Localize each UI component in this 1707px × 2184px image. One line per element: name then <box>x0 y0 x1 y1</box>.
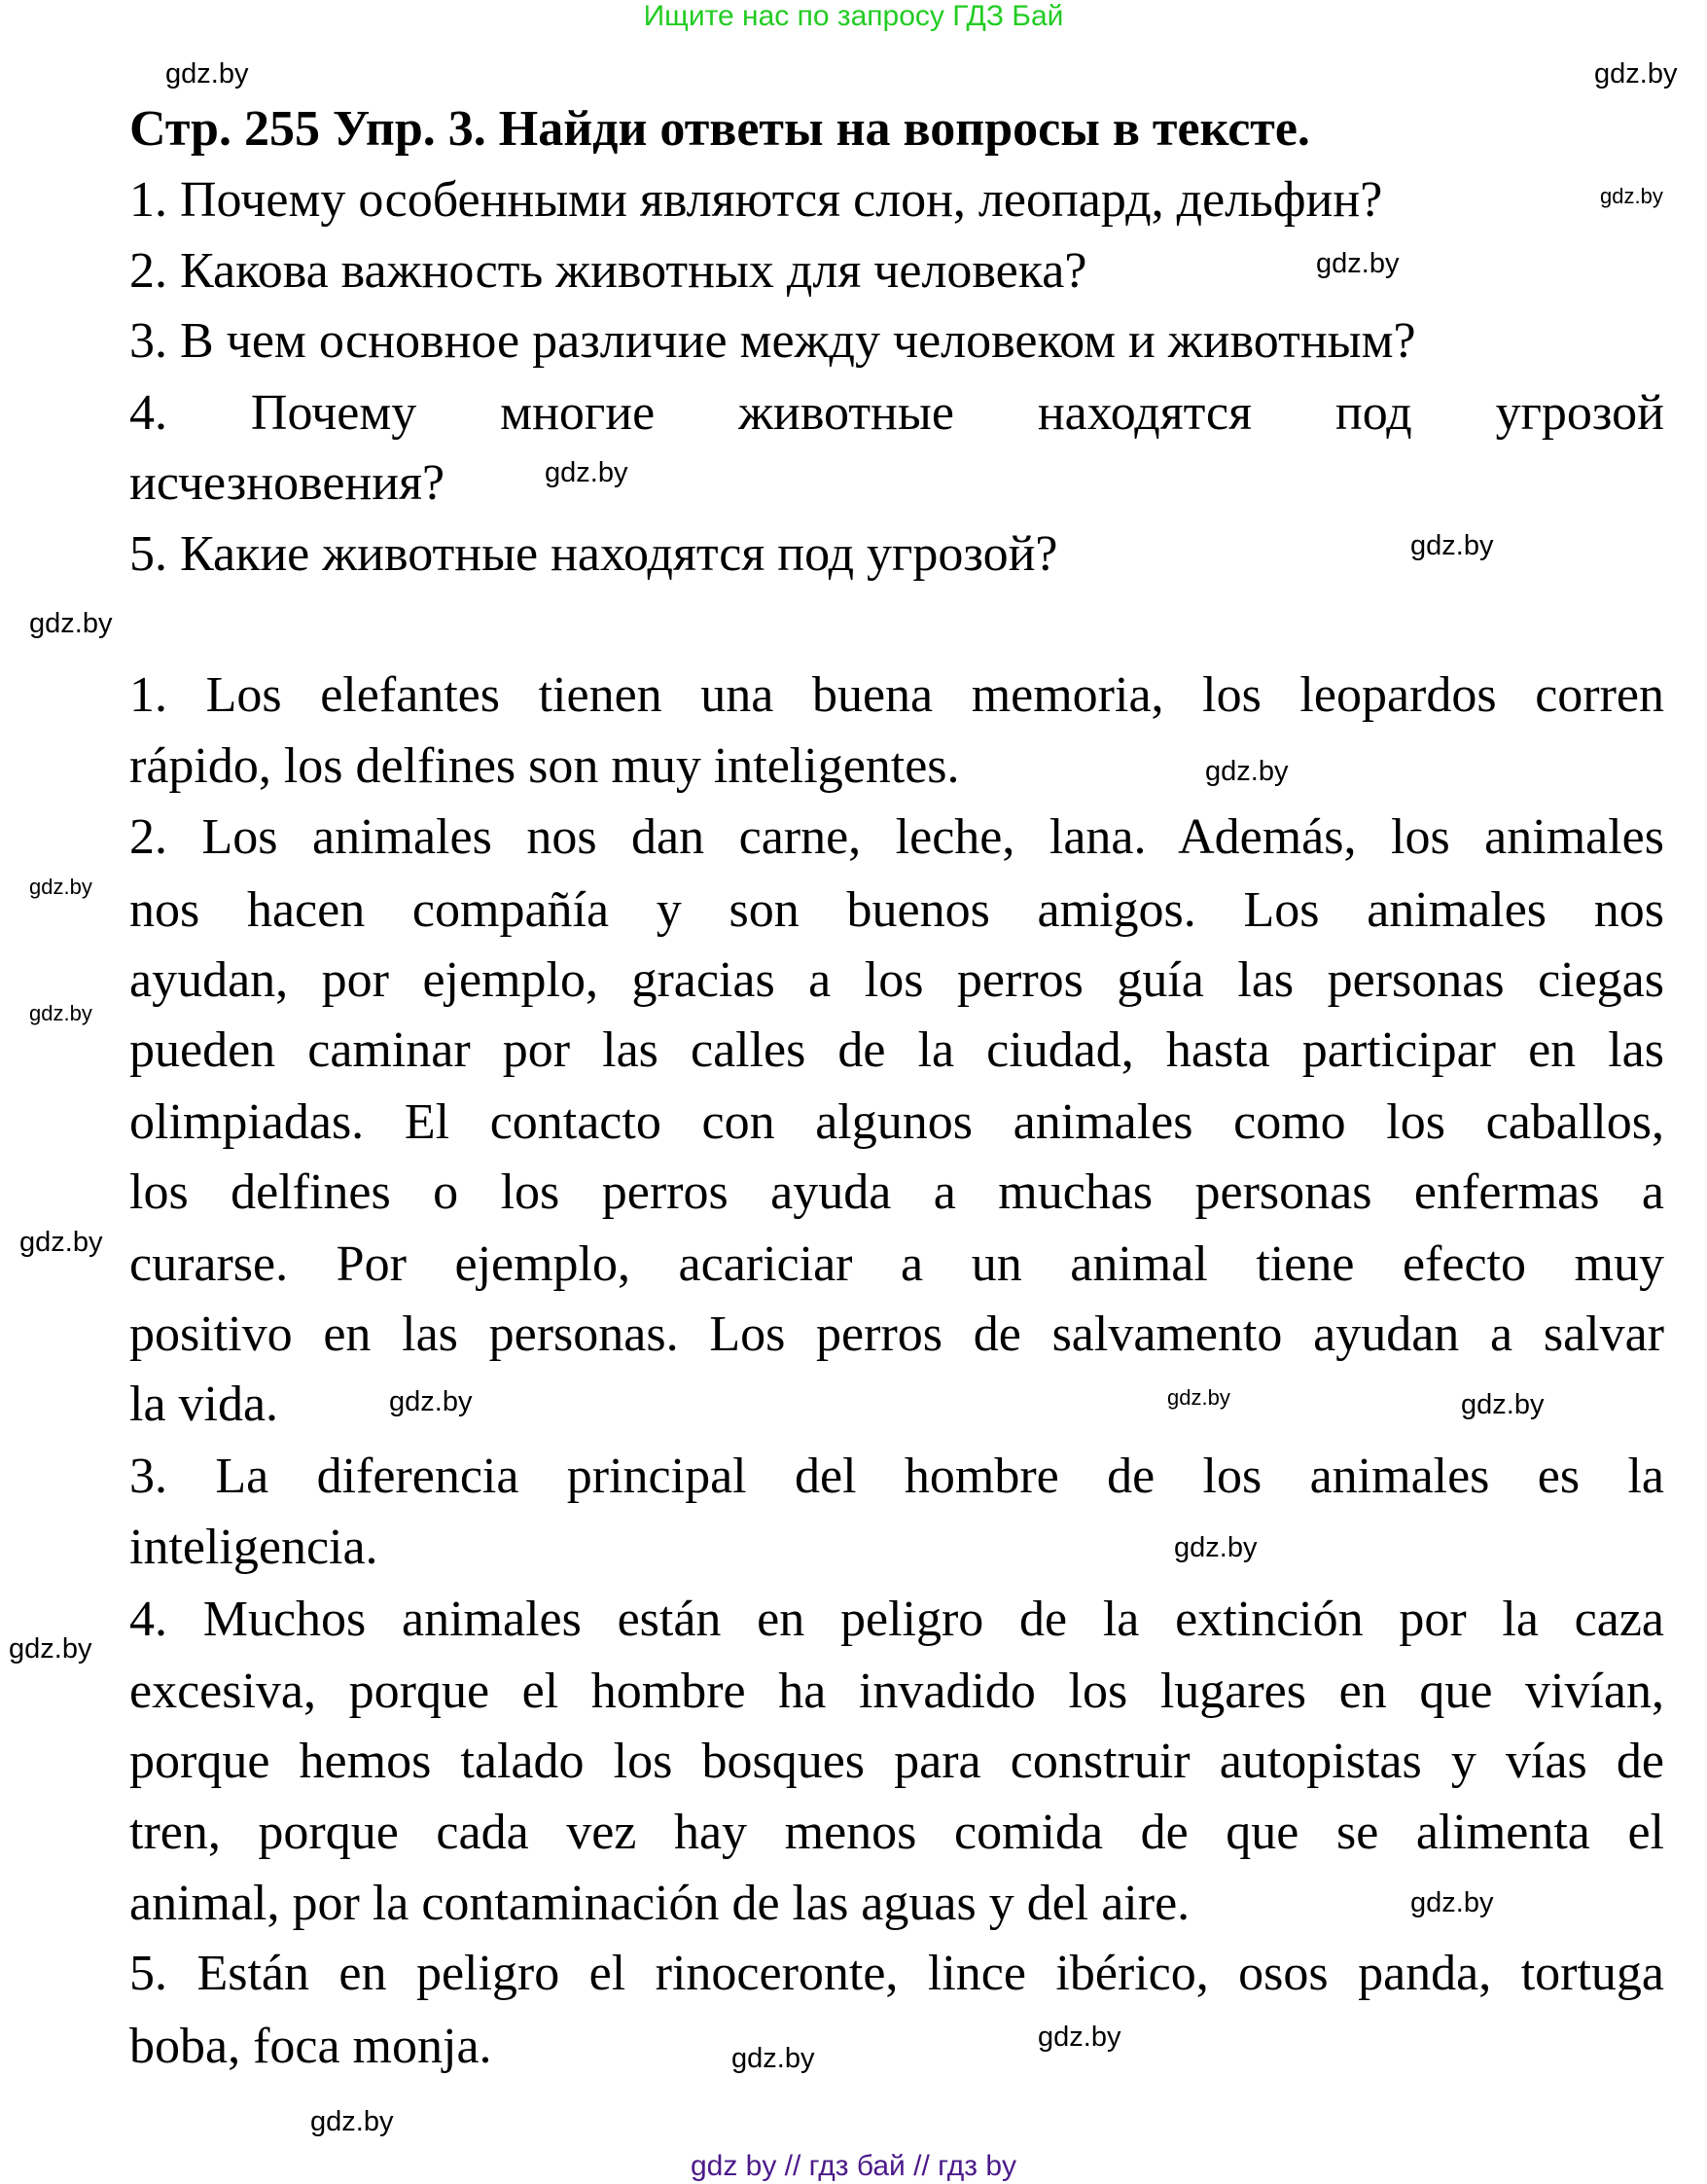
footer-links: gdz by // гдз бай // гдз by <box>690 2150 1017 2182</box>
answer-4-line: 4. Muchos animales están en peligro de la extinción por la caza <box>129 1592 1664 1647</box>
watermark: gdz.by <box>165 58 249 90</box>
watermark: gdz.by <box>1410 1887 1494 1918</box>
answer-2-line: olimpiadas. El contacto con algunos animales como los caballos, <box>129 1094 1664 1150</box>
watermark: gdz.by <box>1594 58 1678 90</box>
answer-2-line: 2. Los animales nos dan carne, leche, lana. Además, los animales <box>129 809 1664 865</box>
watermark: gdz.by <box>310 2106 394 2137</box>
watermark: gdz.by <box>1167 1385 1230 1410</box>
watermark: gdz.by <box>29 875 92 899</box>
answer-2-line: pueden caminar por las calles de la ciudad, hasta participar en las <box>129 1022 1664 1078</box>
watermark: gdz.by <box>9 1633 92 1665</box>
watermark: gdz.by <box>1316 248 1400 279</box>
watermark: gdz.by <box>545 457 628 488</box>
watermark: gdz.by <box>1174 1532 1258 1563</box>
question-4-line-1: 4. Почему многие животные находятся под угрозой <box>129 385 1664 441</box>
question-1: 1. Почему особенными являются слон, леопард, дельфин? <box>129 172 1383 228</box>
answer-3-line: 3. La diferencia principal del hombre de los animales es la <box>129 1449 1664 1504</box>
watermark: gdz.by <box>1461 1389 1545 1420</box>
watermark: gdz.by <box>1038 2022 1121 2053</box>
answer-2-line: los delfines o los perros ayuda a muchas personas enfermas a <box>129 1164 1664 1220</box>
answer-4-line: tren, porque cada vez hay menos comida de que se alimenta el <box>129 1805 1664 1860</box>
watermark: gdz.by <box>1600 184 1663 208</box>
watermark: gdz.by <box>29 608 113 639</box>
answer-4-line: excesiva, porque el hombre ha invadido los lugares en que vivían, <box>129 1664 1664 1719</box>
question-4-line-2: исчезновения? <box>129 455 445 511</box>
answer-2-line: nos hacen compañía y son buenos amigos. Los animales nos <box>129 882 1664 938</box>
question-3: 3. В чем основное различие между человеком и животным? <box>129 313 1416 369</box>
answer-2-line: curarse. Por ejemplo, acariciar a un animal tiene efecto muy <box>129 1236 1664 1292</box>
answer-4-line: porque hemos talado los bosques para construir autopistas y vías de <box>129 1734 1664 1789</box>
answer-2-line: la vida. <box>129 1377 279 1432</box>
watermark: gdz.by <box>1205 756 1289 787</box>
watermark: gdz.by <box>1410 530 1494 561</box>
answer-3-line: inteligencia. <box>129 1520 378 1575</box>
watermark: gdz.by <box>19 1227 103 1258</box>
answer-5-line: boba, foca monja. <box>129 2019 492 2074</box>
question-2: 2. Какова важность животных для человека? <box>129 243 1087 299</box>
answer-1-line: rápido, los delfines son muy inteligentes. <box>129 738 960 794</box>
page-title: Стр. 255 Упр. 3. Найди ответы на вопросы в тексте. <box>129 101 1310 157</box>
answer-2-line: positivo en las personas. Los perros de salvamento ayudan a salvar <box>129 1307 1664 1362</box>
answer-4-line: animal, por la contaminación de las aguas y del aire. <box>129 1876 1191 1931</box>
watermark: gdz.by <box>389 1386 473 1417</box>
search-banner: Ищите нас по запросу ГДЗ Бай <box>643 0 1064 32</box>
watermark: gdz.by <box>731 2043 815 2074</box>
answer-5-line: 5. Están en peligro el rinoceronte, lince ibérico, osos panda, tortuga <box>129 1946 1664 2001</box>
question-5: 5. Какие животные находятся под угрозой? <box>129 526 1058 582</box>
watermark: gdz.by <box>29 1001 92 1025</box>
answer-1-line: 1. Los elefantes tienen una buena memoria, los leopardos corren <box>129 667 1664 723</box>
answer-2-line: ayudan, por ejemplo, gracias a los perros guía las personas ciegas <box>129 952 1664 1008</box>
